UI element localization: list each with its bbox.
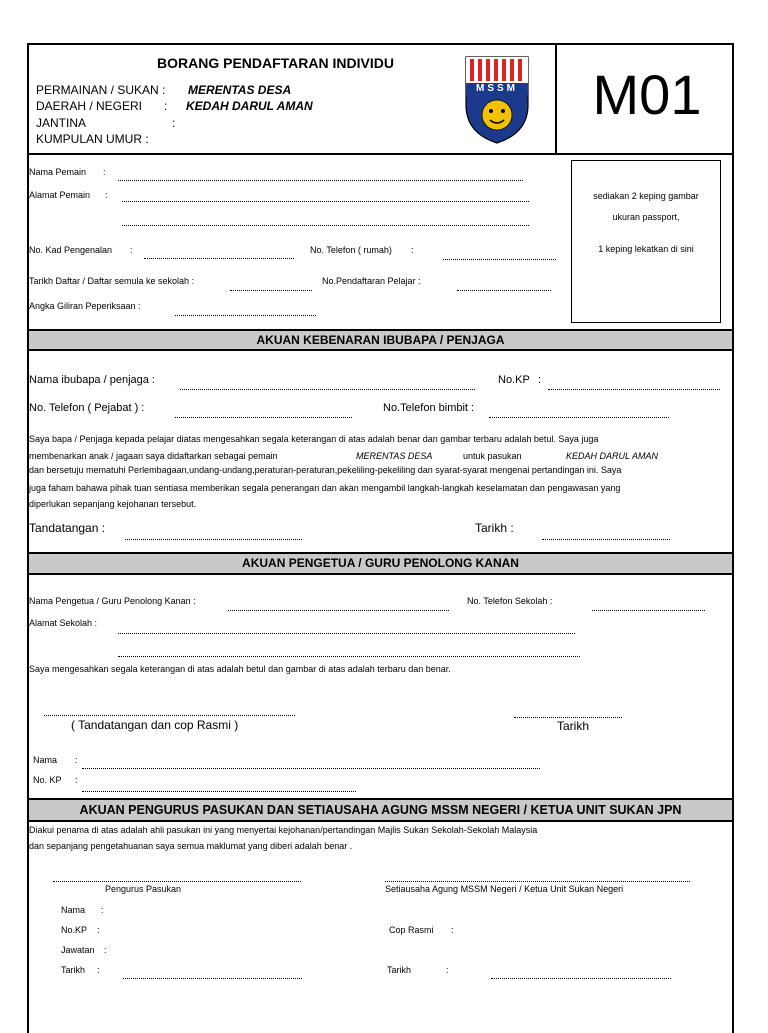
alamat-pemain-field-2[interactable] <box>122 225 529 226</box>
angka-giliran-field[interactable] <box>175 315 316 316</box>
principal-sign-caption: ( Tandatangan dan cop Rasmi ) <box>71 718 239 732</box>
alamat-pemain-field-1[interactable] <box>122 201 529 202</box>
parent-declaration-team: KEDAH DARUL AMAN <box>566 451 659 461</box>
colon: : <box>451 925 454 935</box>
alamat-pemain-label: Alamat Pemain <box>29 190 91 200</box>
photo-note-3: 1 keping lekatkan di sini <box>598 244 694 254</box>
telefon-sekolah-label: No. Telefon Sekolah : <box>467 596 553 606</box>
ibubapa-kp-label: No.KP <box>498 374 530 386</box>
setiausaha-tarikh-field[interactable] <box>491 978 671 979</box>
header-bottom-rule <box>27 153 734 155</box>
nama-ibubapa-field[interactable] <box>180 389 475 390</box>
parent-declaration-line-1: Saya bapa / Penjaga kepada pelajar diatas mengesahkan segala keterangan di atas adalah benar dan gambar terbaru adalah betul. Saya juga <box>29 434 599 444</box>
parent-signature-field[interactable] <box>125 539 302 540</box>
jantina-label: JANTINA <box>36 116 87 130</box>
photo-note-1: sediakan 2 keping gambar <box>593 191 699 201</box>
nama-ibubapa-label: Nama ibubapa / penjaga : <box>29 374 155 386</box>
setiausaha-tarikh-label: Tarikh <box>387 965 412 975</box>
logo-text: MSSM <box>476 83 518 94</box>
pendaftaran-pelajar-field[interactable] <box>457 290 551 291</box>
colon: : <box>75 775 78 785</box>
telefon-pejabat-field[interactable] <box>175 417 352 418</box>
parent-declaration-line-4: juga faham bahawa pihak tuan sentiasa memberikan segala penerangan dan akan mengambil langkah-langkah keselamatan dan pengawasan yang <box>29 483 621 493</box>
principal-nama-field[interactable] <box>82 768 540 769</box>
parent-declaration-line-2c: untuk pasukan <box>463 451 522 461</box>
daerah-colon: : <box>164 99 168 113</box>
manager-tarikh-field[interactable] <box>123 978 302 979</box>
setiausaha-signature-field[interactable] <box>385 881 690 882</box>
principal-kp-field[interactable] <box>82 791 356 792</box>
parent-tarikh-label: Tarikh : <box>475 521 514 535</box>
manager-declaration-line-1: Diakui penama di atas adalah ahli pasukan ini yang menyertai kejohanan/pertandingan Majlis Sukan Sekolah-Sekolah Malaysia <box>29 825 538 835</box>
alamat-sekolah-label: Alamat Sekolah : <box>29 618 98 628</box>
telefon-rumah-field[interactable] <box>443 259 556 260</box>
manager-nama-label: Nama <box>61 905 86 915</box>
pendaftaran-pelajar-label: No.Pendaftaran Pelajar : <box>322 276 421 286</box>
form-code: M01 <box>592 63 702 126</box>
manager-kp-label: No.KP <box>61 925 88 935</box>
nama-pengetua-field[interactable] <box>228 610 449 611</box>
colon: : <box>97 925 100 935</box>
telefon-bimbit-field[interactable] <box>489 417 669 418</box>
nama-pengetua-label: Nama Pengetua / Guru Penolong Kanan : <box>29 596 196 606</box>
nama-pemain-label: Nama Pemain <box>29 167 87 177</box>
photo-note-2: ukuran passport, <box>612 212 680 222</box>
manager-declaration-line-2: dan sepanjang pengetahuanan saya semua maklumat yang diberi adalah benar . <box>29 841 353 851</box>
angka-giliran-label: Angka Giliran Peperiksaan : <box>29 301 141 311</box>
manager-jawatan-label: Jawatan <box>61 945 95 955</box>
jantina-colon: : <box>172 116 176 130</box>
daerah-label: DAERAH / NEGERI <box>36 99 143 113</box>
cop-rasmi-label: Cop Rasmi <box>389 925 434 935</box>
setiausaha-label: Setiausaha Agung MSSM Negeri / Ketua Unit Sukan Negeri <box>385 884 624 894</box>
kad-pengenalan-field[interactable] <box>144 258 294 259</box>
colon: : <box>130 245 133 255</box>
pengurus-signature-field[interactable] <box>53 881 301 882</box>
pengurus-pasukan-label: Pengurus Pasukan <box>105 884 182 894</box>
alamat-sekolah-field-2[interactable] <box>118 656 580 657</box>
parent-declaration-line-5: diperlukan sepanjang kejohanan tersebut. <box>29 499 197 509</box>
nama-pemain-field[interactable] <box>118 180 523 181</box>
principal-tarikh-field[interactable] <box>514 717 622 718</box>
principal-section-heading: AKUAN PENGETUA / GURU PENOLONG KANAN <box>29 552 732 575</box>
permainan-label: PERMAINAN / SUKAN : <box>36 83 166 97</box>
parent-tandatangan-label: Tandatangan : <box>29 521 106 535</box>
ibubapa-kp-field[interactable] <box>548 389 720 390</box>
parent-section-heading: AKUAN KEBENARAN IBUBAPA / PENJAGA <box>29 329 732 351</box>
parent-declaration-line-2a: membenarkan anak / jagaan saya didaftarkan sebagai pemain <box>29 451 278 461</box>
mssm-logo <box>464 55 530 145</box>
parent-tarikh-field[interactable] <box>542 539 670 540</box>
telefon-rumah-label: No. Telefon ( rumah) <box>310 245 392 255</box>
manager-section-heading: AKUAN PENGURUS PASUKAN DAN SETIAUSAHA AGUNG MSSM NEGERI / KETUA UNIT SUKAN JPN <box>29 798 732 822</box>
principal-statement: Saya mengesahkan segala keterangan di atas adalah betul dan gambar di atas adalah terbaru dan benar. <box>29 664 451 674</box>
manager-tarikh-label: Tarikh <box>61 965 86 975</box>
tarikh-daftar-label: Tarikh Daftar / Daftar semula ke sekolah : <box>29 276 195 286</box>
colon: : <box>103 167 106 177</box>
kad-pengenalan-label: No. Kad Pengenalan <box>29 245 113 255</box>
alamat-sekolah-field-1[interactable] <box>118 633 575 634</box>
kumpulan-label: KUMPULAN UMUR : <box>36 132 149 146</box>
header-divider <box>555 43 557 155</box>
telefon-bimbit-label: No.Telefon bimbit : <box>383 402 475 414</box>
colon: : <box>105 190 108 200</box>
principal-kp-label: No. KP <box>33 775 62 785</box>
principal-tarikh-label: Tarikh <box>557 719 590 733</box>
telefon-pejabat-label: No. Telefon ( Pejabat ) : <box>29 402 145 414</box>
parent-declaration-line-3: dan bersetuju mematuhi Perlembagaan,undang-undang,peraturan-peraturan,pekeliling-pekeliling dan syarat-syarat mengenai pertandingan ini. Saya <box>29 465 622 475</box>
colon: : <box>538 374 542 386</box>
telefon-sekolah-field[interactable] <box>592 610 705 611</box>
permainan-value: MERENTAS DESA <box>188 83 292 97</box>
colon: : <box>101 905 104 915</box>
parent-declaration-sport: MERENTAS DESA <box>356 451 433 461</box>
colon: : <box>411 245 414 255</box>
principal-nama-label: Nama <box>33 755 58 765</box>
principal-signature-field[interactable] <box>44 715 295 716</box>
colon: : <box>97 965 100 975</box>
colon: : <box>75 755 78 765</box>
photo-box[interactable] <box>571 160 721 323</box>
daerah-value: KEDAH DARUL AMAN <box>186 99 313 113</box>
form-title: BORANG PENDAFTARAN INDIVIDU <box>157 55 394 71</box>
tarikh-daftar-field[interactable] <box>230 290 312 291</box>
colon: : <box>104 945 107 955</box>
colon: : <box>446 965 449 975</box>
